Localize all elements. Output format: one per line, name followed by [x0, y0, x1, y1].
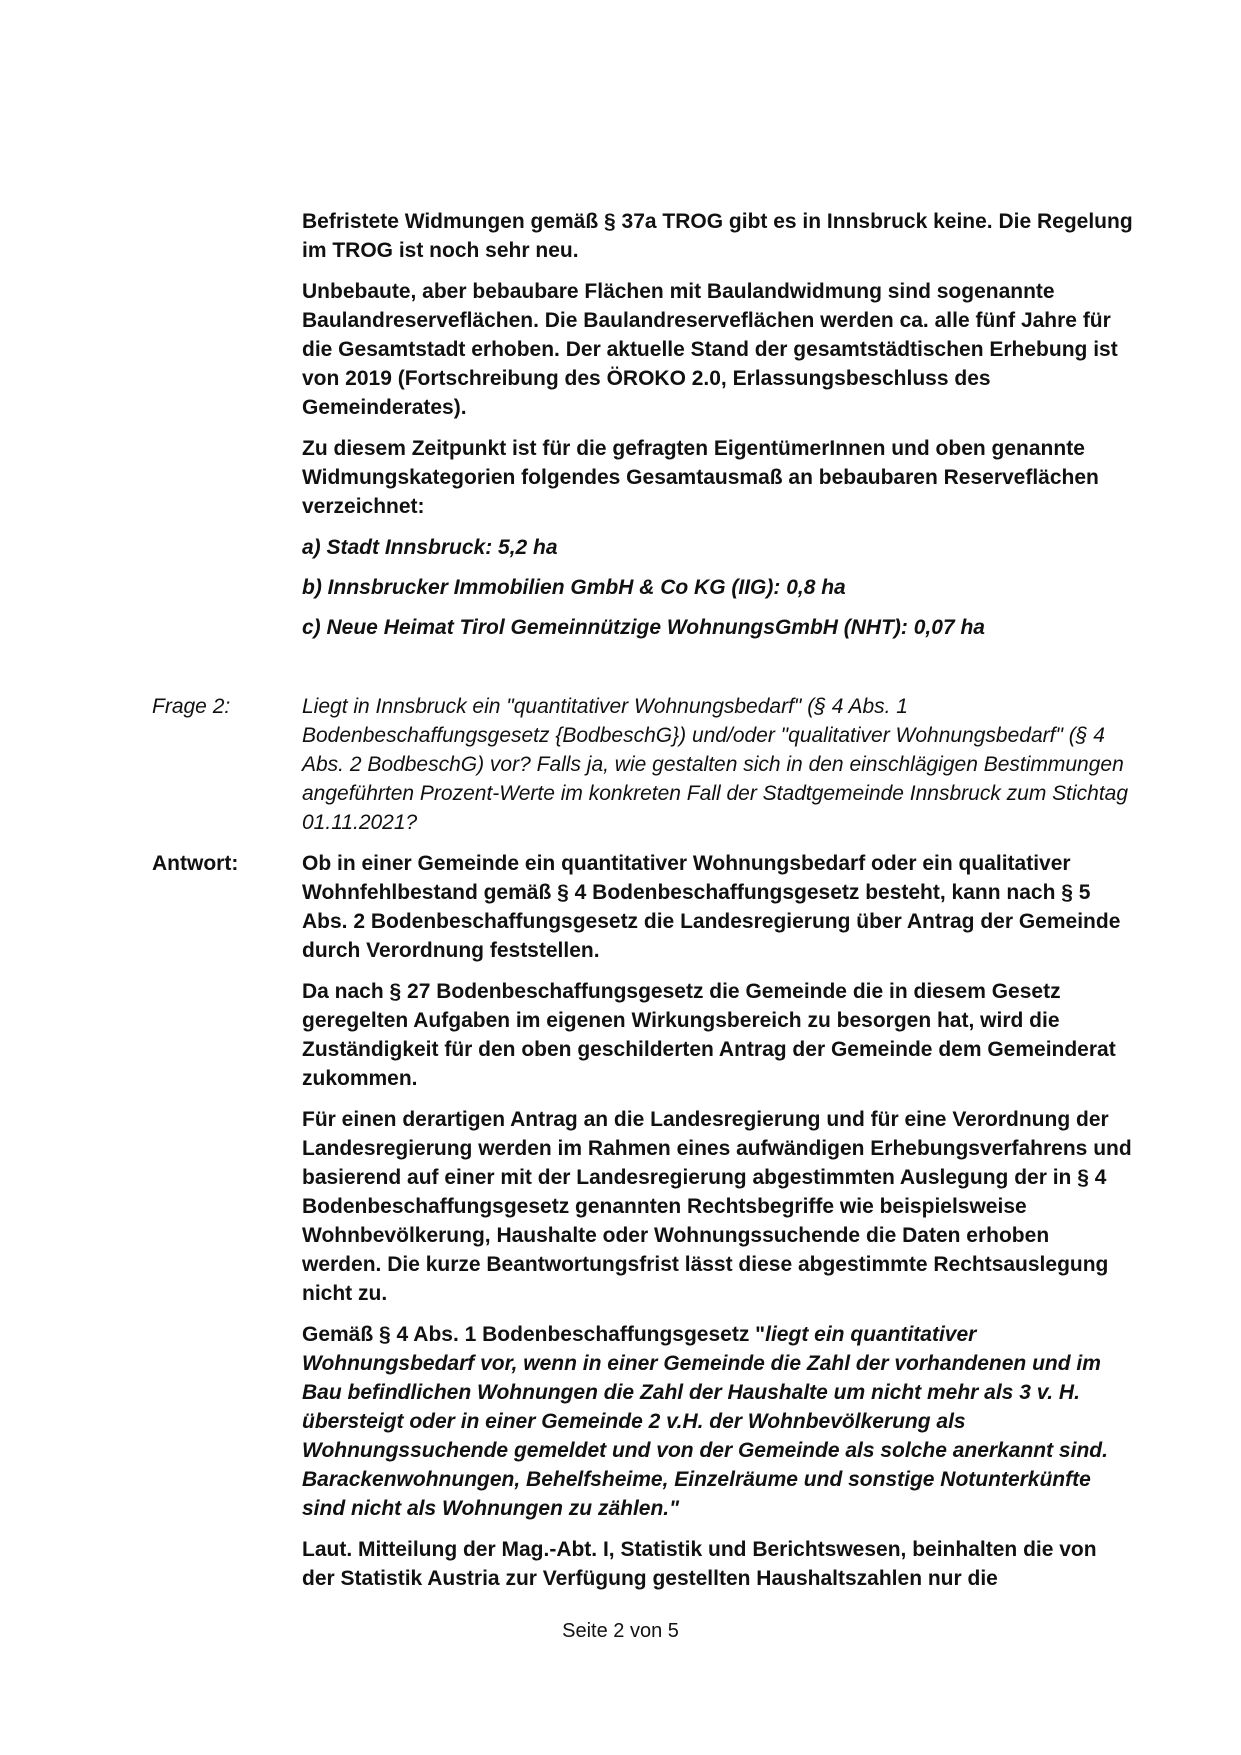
answer-paragraph-5: Laut. Mitteilung der Mag.-Abt. I, Statistik und Berichtswesen, beinhalten die von der Statistik Austria zur Verfügung gestellten Haushaltszahlen nur die: [302, 1538, 1097, 1590]
intro-paragraph-1: Befristete Widmungen gemäß § 37a TROG gibt es in Innsbruck keine. Die Regelung im TROG ist noch sehr neu.: [302, 210, 1133, 262]
question-text: Liegt in Innsbruck ein "quantitativer Wohnungsbedarf" (§ 4 Abs. 1 Bodenbeschaffungsgesetz {BodbeschG}) und/oder "qualitativer Wohnungsbedarf" (§ 4 Abs. 2 BodbeschG) vor? Falls ja, wie gestalten sich in den einschlägigen Bestimmungen angeführten Prozent-Werte im konkreten Fall der Stadtgemeinde Innsbruck zum Stichtag 01.11.2021?: [302, 695, 1129, 834]
intro-paragraph-2: Unbebaute, aber bebaubare Flächen mit Baulandwidmung sind sogenannte Baulandreserveflächen. Die Baulandreserveflächen werden ca. alle fünf Jahre für die Gesamtstadt erhoben. Der aktuelle Stand der gesamtstädtischen Erhebung ist von 2019 (Fortschreibung des ÖROKO 2.0, Erlassungsbeschluss des Gemeinderates).: [302, 280, 1118, 419]
page-number: Seite 2 von 5: [562, 1620, 679, 1642]
law-citation-lead: Gemäß § 4 Abs. 1 Bodenbeschaffungsgesetz ": [302, 1323, 766, 1346]
answer-paragraph-3: Für einen derartigen Antrag an die Landesregierung und für eine Verordnung der Landesregierung werden im Rahmen eines aufwändigen Erhebungsverfahrens und basierend auf einer mit der Landesregierung abgestimmten Auslegung der in § 4 Bodenbeschaffungsgesetz genannten Rechtsbegriffe wie beispielsweise Wohnbevölkerung, Haushalte oder Wohnungssuchende die Daten erhoben werden. Die kurze Beantwortungsfrist lässt diese abgestimmte Rechtsauslegung nicht zu.: [302, 1108, 1132, 1305]
question-label: Frage 2:: [152, 695, 231, 718]
answer-paragraph-2: Da nach § 27 Bodenbeschaffungsgesetz die Gemeinde die in diesem Gesetz geregelten Aufgaben im eigenen Wirkungsbereich zu besorgen hat, wird die Zuständigkeit für den oben geschilderten Antrag der Gemeinde dem Gemeinderat zukommen.: [302, 980, 1116, 1090]
list-item: b) Innsbrucker Immobilien GmbH & Co KG (IIG): 0,8 ha: [302, 576, 846, 599]
list-item: c) Neue Heimat Tirol Gemeinnützige WohnungsGmbH (NHT): 0,07 ha: [302, 616, 985, 639]
intro-section: [302, 207, 1134, 653]
answer-label: Antwort:: [152, 852, 239, 875]
intro-paragraph-3: Zu diesem Zeitpunkt ist für die gefragten EigentümerInnen und oben genannte Widmungskategorien folgendes Gesamtausmaß an bebaubaren Reserveflächen verzeichnet:: [302, 437, 1099, 518]
answer-paragraph-4: [302, 1320, 1134, 1523]
question-block: [152, 692, 1134, 1605]
list-item: a) Stadt Innsbruck: 5,2 ha: [302, 536, 558, 559]
law-quote: liegt ein quantitativer Wohnungsbedarf vor, wenn in einer Gemeinde die Zahl der vorhandenen und im Bau befindlichen Wohnungen die Zahl der Haushalte um nicht mehr als 3 v. H. übersteigt oder in einer Gemeinde 2 v.H. der Wohnbevölkerung als Wohnungssuchende gemeldet und von der Gemeinde als solche anerkannt sind. Barackenwohnungen, Behelfsheime, Einzelräume und sonstige Notunterkünfte sind nicht als Wohnungen zu zählen.": [302, 1323, 1108, 1520]
answer-body: [302, 849, 1134, 1605]
answer-paragraph-1: Ob in einer Gemeinde ein quantitativer Wohnungsbedarf oder ein qualitativer Wohnfehlbestand gemäß § 4 Bodenbeschaffungsgesetz besteht, kann nach § 5 Abs. 2 Bodenbeschaffungsgesetz die Landesregierung über Antrag der Gemeinde durch Verordnung feststellen.: [302, 852, 1121, 962]
